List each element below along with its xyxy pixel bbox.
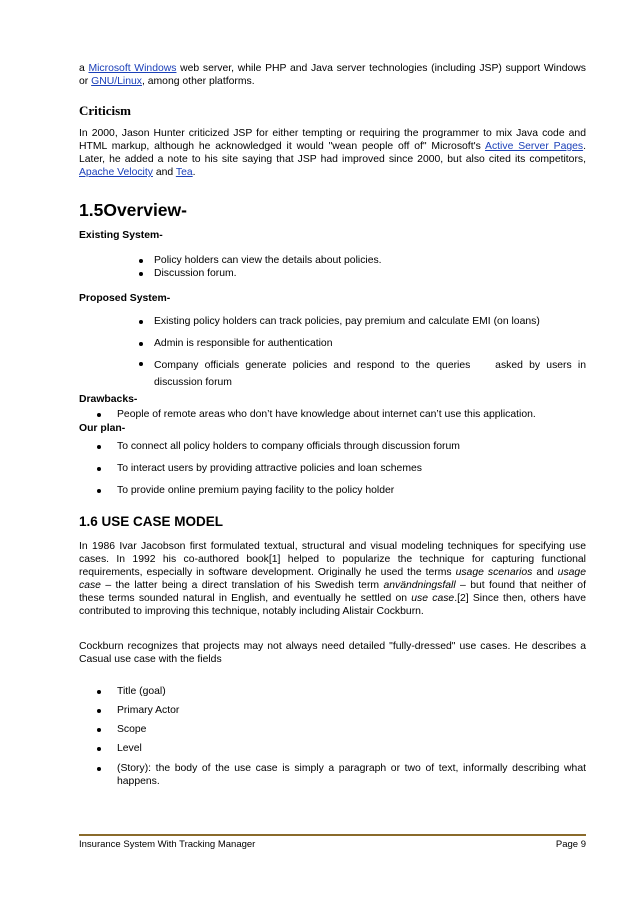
use-case-term-1: usage scenarios: [455, 567, 533, 578]
field-item: Title (goal): [117, 686, 166, 697]
intro-text-1: a: [79, 63, 89, 74]
use-case-text-4: – but found that neither of these terms sounded natural in English, and eventually he settled on: [79, 580, 586, 604]
bullet-icon: [97, 767, 101, 771]
drawbacks-item: People of remote areas who don’t have knowledge about internet can’t use this application.: [117, 409, 536, 420]
proposed-system-label: Proposed System-: [79, 293, 171, 304]
criticism-text-3: and: [152, 167, 176, 178]
field-item: Scope: [117, 724, 147, 735]
proposed-item: Company officials generate policies and respond to the queries asked by users in discussion forum: [154, 360, 589, 388]
bullet-icon: [139, 342, 143, 346]
existing-system-label: Existing System-: [79, 230, 163, 241]
intro-text-2: web server, while PHP and Java server technologies (including JSP) support Windows or: [79, 63, 587, 87]
criticism-text-1: In 2000, Jason Hunter criticized JSP for either tempting or requiring the programmer to mix Java code and HTML markup, although he acknowledged it would "wean people off of" Microsoft's: [79, 128, 586, 152]
intro-paragraph: [79, 62, 586, 88]
bullet-icon: [97, 467, 101, 471]
use-case-text-2: and: [532, 567, 558, 578]
existing-item: Policy holders can view the details about policies.: [154, 255, 382, 266]
field-item: Level: [117, 743, 142, 754]
drawbacks-label: Drawbacks-: [79, 394, 138, 405]
criticism-text-2: . Later, he added a note to his site saying that JSP had improved since 2000, but also cited its competitors,: [79, 141, 586, 165]
tea-link[interactable]: Tea: [175, 167, 193, 178]
active-server-pages-link[interactable]: Active Server Pages: [485, 141, 584, 152]
use-case-text-3: – the latter being a direct translation of his Swedish term: [100, 580, 384, 591]
use-case-term-4: use case: [411, 593, 455, 604]
proposed-item: Existing policy holders can track policies, pay premium and calculate EMI (on loans): [154, 316, 540, 327]
bullet-icon: [97, 445, 101, 449]
criticism-heading: Criticism: [79, 103, 131, 118]
use-case-paragraph-1: [79, 540, 586, 618]
criticism-paragraph: [79, 127, 586, 179]
bullet-icon: [97, 728, 101, 732]
microsoft-windows-link[interactable]: Microsoft Windows: [88, 63, 177, 74]
overview-heading: 1.5Overview-: [79, 200, 187, 220]
footer-title: Insurance System With Tracking Manager: [79, 839, 256, 850]
page-number: Page 9: [555, 839, 586, 850]
field-item: Primary Actor: [117, 705, 180, 716]
use-case-term-2: usage case: [79, 567, 586, 591]
use-case-paragraph-2: Cockburn recognizes that projects may not always need detailed "fully-dressed" use cases. He describes a Casual use case with the fields: [79, 641, 586, 665]
bullet-icon: [97, 709, 101, 713]
use-case-text-5: .[2] Since then, others have contributed to improving this technique, notably including Alistair Cockburn.: [79, 593, 587, 617]
field-item: (Story): the body of the use case is simply a paragraph or two of text, informally describing what happens.: [117, 763, 586, 787]
gnu-linux-link[interactable]: GNU/Linux: [91, 76, 142, 87]
bullet-icon: [97, 413, 101, 417]
use-case-term-3: användningsfall: [383, 580, 456, 591]
bullet-icon: [139, 259, 143, 263]
use-case-text-1: In 1986 Ivar Jacobson first formulated textual, structural and visual modeling techniques for specifying use cases. In 1992 his co-authored book[1] helped to popularize the technique for capturing functional requirements, especially in software development. Originally he used the terms: [79, 541, 586, 578]
our-plan-label: Our plan-: [79, 423, 126, 434]
apache-velocity-link[interactable]: Apache Velocity: [79, 167, 153, 178]
proposed-item: Admin is responsible for authentication: [154, 338, 333, 349]
bullet-icon: [97, 690, 101, 694]
plan-item: To interact users by providing attractive policies and loan schemes: [117, 463, 422, 474]
existing-item: Discussion forum.: [154, 268, 237, 279]
bullet-icon: [97, 489, 101, 493]
bullet-icon: [139, 362, 143, 366]
footer-divider: [79, 834, 586, 836]
use-case-heading: 1.6 USE CASE MODEL: [79, 514, 224, 529]
criticism-text-4: .: [192, 167, 196, 178]
bullet-icon: [139, 320, 143, 324]
intro-text-3: , among other platforms.: [141, 76, 255, 87]
plan-item: To connect all policy holders to company officials through discussion forum: [117, 441, 460, 452]
bullet-icon: [97, 747, 101, 751]
plan-item: To provide online premium paying facility to the policy holder: [117, 485, 395, 496]
bullet-icon: [139, 272, 143, 276]
